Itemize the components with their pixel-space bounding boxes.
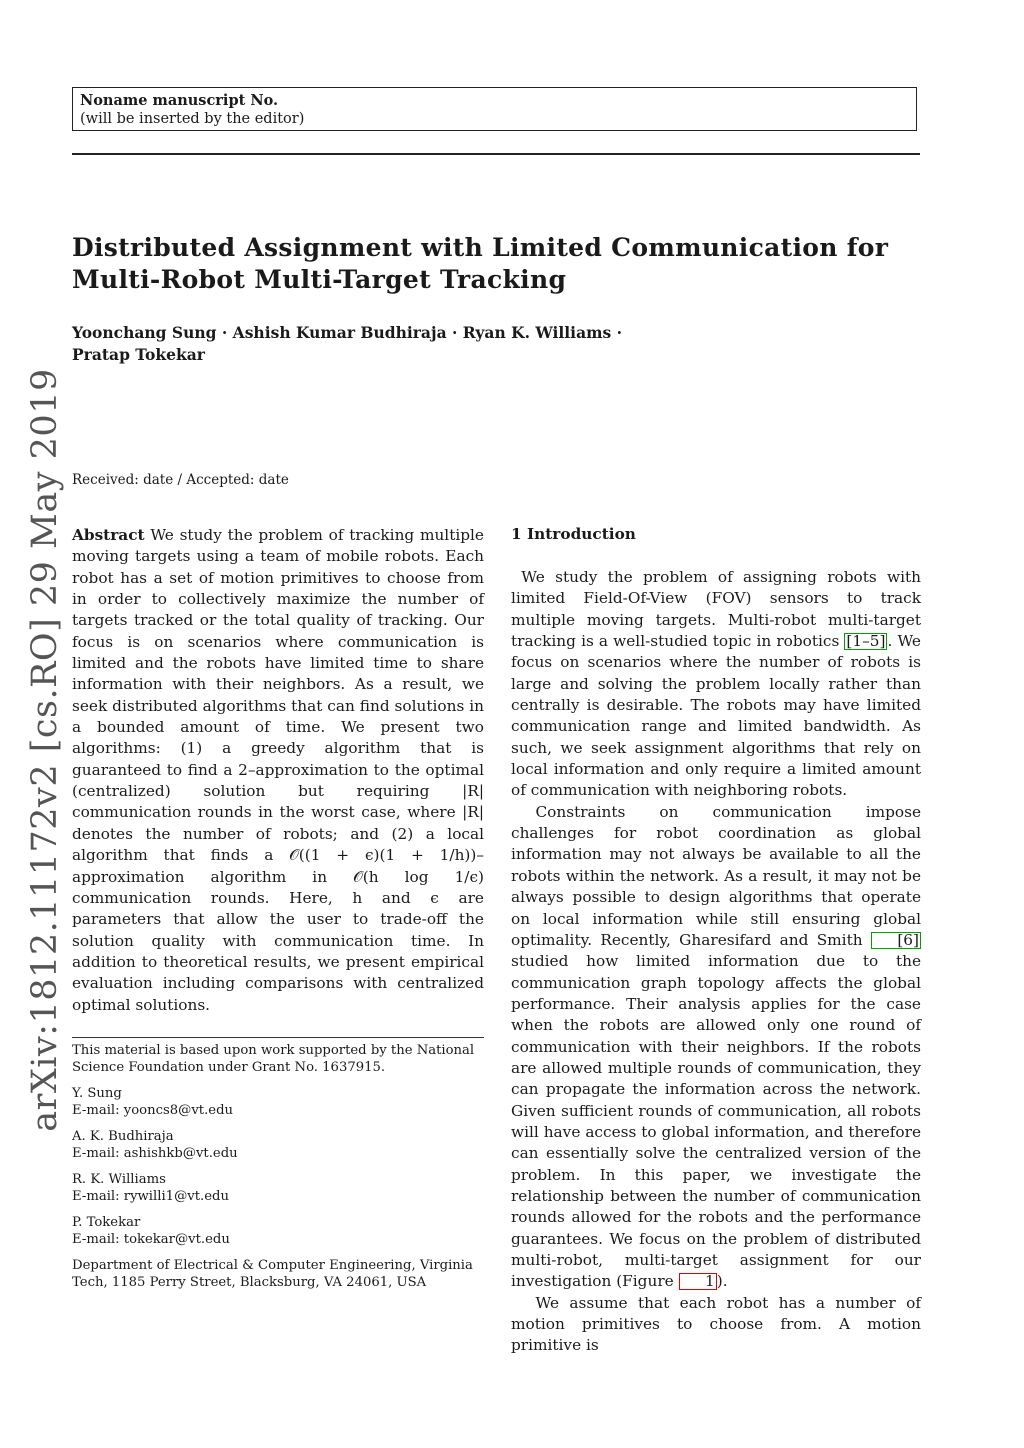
manuscript-number: Noname manuscript No.: [80, 92, 279, 109]
funding-note: This material is based upon work supported by the National Science Foundation under Grant No. 1637915.: [72, 1043, 475, 1075]
figure-link[interactable]: 1: [679, 1273, 717, 1290]
contact-block: [72, 1128, 484, 1162]
contact-block: [72, 1171, 484, 1205]
editor-note: (will be inserted by the editor): [80, 111, 305, 127]
section-heading: 1 Introduction: [511, 525, 636, 543]
authors-line-2: Pratap Tokekar: [72, 345, 205, 364]
contact-email: E-mail: tokekar@vt.edu: [72, 1232, 230, 1247]
title-line-2: Multi-Robot Multi-Target Tracking: [72, 265, 567, 294]
contact-name: P. Tokekar: [72, 1215, 141, 1230]
contact-name: R. K. Williams: [72, 1172, 166, 1187]
contact-email: E-mail: ashishkb@vt.edu: [72, 1146, 238, 1161]
intro-paragraph-1: We study the problem of assigning robots with limited Field-Of-View (FOV) sensors to track multiple moving targets. Multi-robot multi-target tracking is a well-studied topic in robotics [1–5] . We focus on scenarios where the number of robots is large and solving the problem locally rather than centrally is desirable. The robots may have limited communication range and limited bandwidth. As such, we seek assignment algorithms that rely on local information and only require a limited amount of communication with neighboring robots.: [511, 568, 921, 800]
authors-line-1: Yoonchang Sung · Ashish Kumar Budhiraja · Ryan K. Williams ·: [72, 323, 623, 342]
footnote-rule: [72, 1037, 484, 1038]
citation-link[interactable]: [1–5]: [846, 632, 886, 651]
footnote: [72, 1042, 484, 1300]
contact-email: E-mail: yooncs8@vt.edu: [72, 1103, 233, 1118]
affiliation: Department of Electrical & Computer Engineering, Virginia Tech, 1185 Perry Street, Blacksburg, VA 24061, USA: [72, 1258, 473, 1290]
title-line-1: Distributed Assignment with Limited Communication for: [72, 233, 889, 262]
introduction-body: [511, 567, 921, 1357]
intro-paragraph-2: Constraints on communication impose challenges for robot coordination as global information may not always be available to all the robots within the network. As a result, it may not be always possible to design algorithms that operate on local information while still ensuring global optimality. Recently, Gharesifard and Smith [6] studied how limited information due to the communication graph topology affects the global performance. Their analysis applies for the case when the robots are allowed only one round of communication with their neighbors. If the robots are allowed multiple rounds of communication, they can propagate the information across the network. Given sufficient rounds of communication, all robots will have access to global information, and therefore can essentially solve the centralized version of the problem. In this paper, we investigate the relationship between the number of communication rounds allowed for the robots and the performance guarantees. We focus on the problem of distributed multi-robot, multi-target assignment for our investigation (Figure 1 ).: [511, 802, 921, 1291]
abstract-text: We study the problem of tracking multiple moving targets using a team of mobile robots. Each robot has a set of motion primitives to choose from in order to collectively maximize the number of targets tracked or the total quality of tracking. Our focus is on scenarios where communication is limited and the robots have limited time to share information with their neighbors. As a result, we seek distributed algorithms that can find solutions in a bounded amount of time. We present two algorithms: (1) a greedy algorithm that is guaranteed to find a 2–approximation to the optimal (centralized) solution but requiring |R| communication rounds in the worst case, where |R| denotes the number of robots; and (2) a local algorithm that finds a 𝒪((1 + ϵ)(1 + 1/h))–approximation algorithm in 𝒪(h log 1/ϵ) communication rounds. Here, h and ϵ are parameters that allow the user to trade-off the solution quality with communication time. In addition to theoretical results, we present empirical evaluation including comparisons with centralized optimal solutions.: [72, 526, 484, 1014]
intro-paragraph-3: We assume that each robot has a number of motion primitives to choose from. A motion primitive is: [511, 1293, 921, 1355]
abstract-keyword: Abstract: [72, 526, 145, 544]
contact-name: Y. Sung: [72, 1086, 122, 1101]
arxiv-sidebar: [0, 0, 70, 1448]
header-rule: [72, 153, 920, 155]
contact-email: E-mail: rywilli1@vt.edu: [72, 1189, 229, 1204]
paper-title: [72, 232, 932, 296]
contact-name: A. K. Budhiraja: [72, 1129, 174, 1144]
citation-link[interactable]: [6]: [871, 932, 921, 949]
contact-block: [72, 1085, 484, 1119]
abstract: [72, 525, 484, 1016]
editor-note-box: [72, 87, 917, 131]
contact-block: [72, 1214, 484, 1248]
author-list: [72, 322, 932, 366]
received-date: Received: date / Accepted: date: [72, 472, 289, 488]
arxiv-identifier: arXiv:1812.11172v2 [cs.RO] 29 May 2019: [25, 368, 65, 1132]
